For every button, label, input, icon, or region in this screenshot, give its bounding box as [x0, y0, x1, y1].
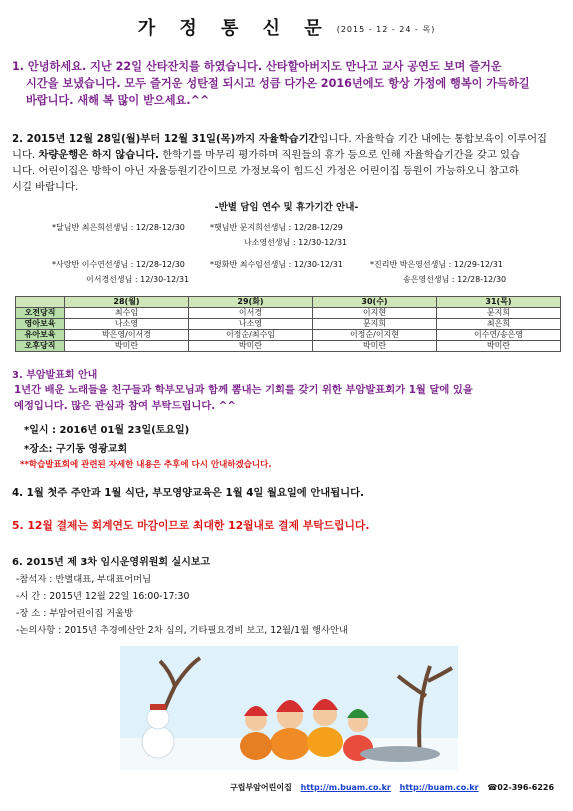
event-date: *일시 : 2016년 01월 23일(토요일): [24, 425, 190, 436]
row-label: 유아보육: [16, 330, 65, 341]
table-row: [16, 308, 561, 319]
table-cell: 박미란: [437, 341, 561, 352]
table-cell: 박미란: [313, 341, 437, 352]
list-item: -참석자 : 반별대표, 부대표어머님: [16, 574, 152, 585]
event-place: *장소: 구기동 영광교회: [24, 444, 128, 455]
mobile-site-link[interactable]: http://m.buam.co.kr: [300, 783, 391, 792]
section-4: 4. 1월 첫주 주안과 1월 식단, 부모영양교육은 1월 4일 월요일에 안내됩니다.: [12, 487, 364, 499]
teacher-leave: *달님반 최은희선생님 : 12/28-12/30: [52, 223, 185, 232]
table-header: 30(수): [313, 297, 437, 308]
table-row: [16, 330, 561, 341]
event-note: **학습발표회에 관련된 자세한 내용은 추후에 다시 안내하겠습니다.: [20, 460, 272, 470]
table-header: 31(목): [437, 297, 561, 308]
table-cell: 이정순/최수임: [189, 330, 313, 341]
row-label: 영아보육: [16, 319, 65, 330]
leave-subtitle: -반별 담임 연수 및 휴가기간 안내-: [214, 202, 359, 213]
row-label: 오후당직: [16, 341, 65, 352]
list-item: -장 소 : 부암어린이집 거울방: [16, 608, 134, 619]
teacher-leave: *진리반 박은영선생님 : 12/29-12/31: [370, 260, 503, 269]
section-3-body: 1년간 배운 노래들을 친구들과 학부모님과 함께 뽐내는 기회를 갖기 위한 부암발표회가 1월 달에 있을 예정입니다. 많은 관심과 참여 부탁드립니다. ^^: [14, 384, 473, 412]
table-cell: 나소영: [65, 319, 189, 330]
issue-date: (2015 - 12 - 24 - 목): [336, 24, 436, 34]
school-name: 구립부암어린이집: [230, 783, 292, 792]
table-cell: 이서경: [189, 308, 313, 319]
section-3-heading: 3. 부암발표회 안내: [12, 370, 98, 381]
table-cell: 이수연/송은영: [437, 330, 561, 341]
row-label: 오전당직: [16, 308, 65, 319]
section-6-heading: 6. 2015년 제 3차 임시운영위원회 실시보고: [12, 557, 211, 568]
teacher-leave: 송은영선생님 : 12/28-12/30: [403, 275, 507, 284]
table-header: 28(월): [65, 297, 189, 308]
list-item: -시 간 : 2015년 12월 22일 16:00-17:30: [16, 591, 190, 602]
teacher-leave: *햇님반 문지희선생님 : 12/28-12/29: [210, 223, 343, 232]
teacher-leave: 나소영선생님 : 12/30-12/31: [244, 238, 348, 247]
section-5: 5. 12월 결제는 회계연도 마감이므로 최대한 12월내로 결제 부탁드립니다.: [12, 519, 370, 532]
table-row: [16, 341, 561, 352]
table-cell: 이정순/이지현: [313, 330, 437, 341]
footer: [230, 782, 554, 793]
winter-children-illustration: [120, 646, 458, 770]
page-title: 가 정 통 신 문 (2015 - 12 - 24 - 목): [137, 18, 436, 39]
table-cell: 박미란: [65, 341, 189, 352]
table-cell: 최수임: [65, 308, 189, 319]
duty-table: [15, 296, 561, 352]
website-link[interactable]: http://buam.co.kr: [399, 783, 479, 792]
table-cell: 이지현: [313, 308, 437, 319]
table-cell: 문지희: [313, 319, 437, 330]
table-cell: 박은영/이서경: [65, 330, 189, 341]
phone-number: ☎02-396-6226: [487, 783, 555, 792]
section-2-self-study: 2. 2015년 12월 28일(월)부터 12월 31일(목)까지 자율학습기간입니다. 자율학습 기간 내에는 통합보육이 이루어집 니다. 차량운행은 하지 않습니다. 한학기를 마무리 평가하며 직원들의 휴가 등으로 인해 자율학습기간을 갖고 있습 니다. 어린이집은 방학이 아닌 자율등원기간이므로 가정보육이 힘드신 가정은 어린이집 등원이 가능하오니 참고하 시길 바랍니다.: [12, 133, 548, 193]
table-cell: 최은희: [437, 319, 561, 330]
table-header: 29(화): [189, 297, 313, 308]
list-item: -논의사항 : 2015년 추경예산안 2차 심의, 기타필요경비 보고, 12월/1월 행사안내: [16, 625, 348, 636]
teacher-leave: *평화반 최수임선생님 : 12/30-12/31: [210, 260, 343, 269]
teacher-leave: *사랑반 이수연선생님 : 12/28-12/30: [52, 260, 185, 269]
table-corner: [16, 297, 65, 308]
teacher-leave: 이서경선생님 : 12/30-12/31: [86, 275, 190, 284]
table-cell: 나소영: [189, 319, 313, 330]
table-row: [16, 319, 561, 330]
table-cell: 박미란: [189, 341, 313, 352]
table-cell: 문지희: [437, 308, 561, 319]
section-1-greeting: 1. 안녕하세요. 지난 22일 산타잔치를 하였습니다. 산타할아버지도 만나고 교사 공연도 보며 즐거운 시간을 보냈습니다. 모두 즐거운 성탄절 되시고 성큼 다가온 2016년에도 항상 가정에 행복이 가득하길 바랍니다. 새해 복 많이 받으세요.^^: [12, 60, 530, 107]
